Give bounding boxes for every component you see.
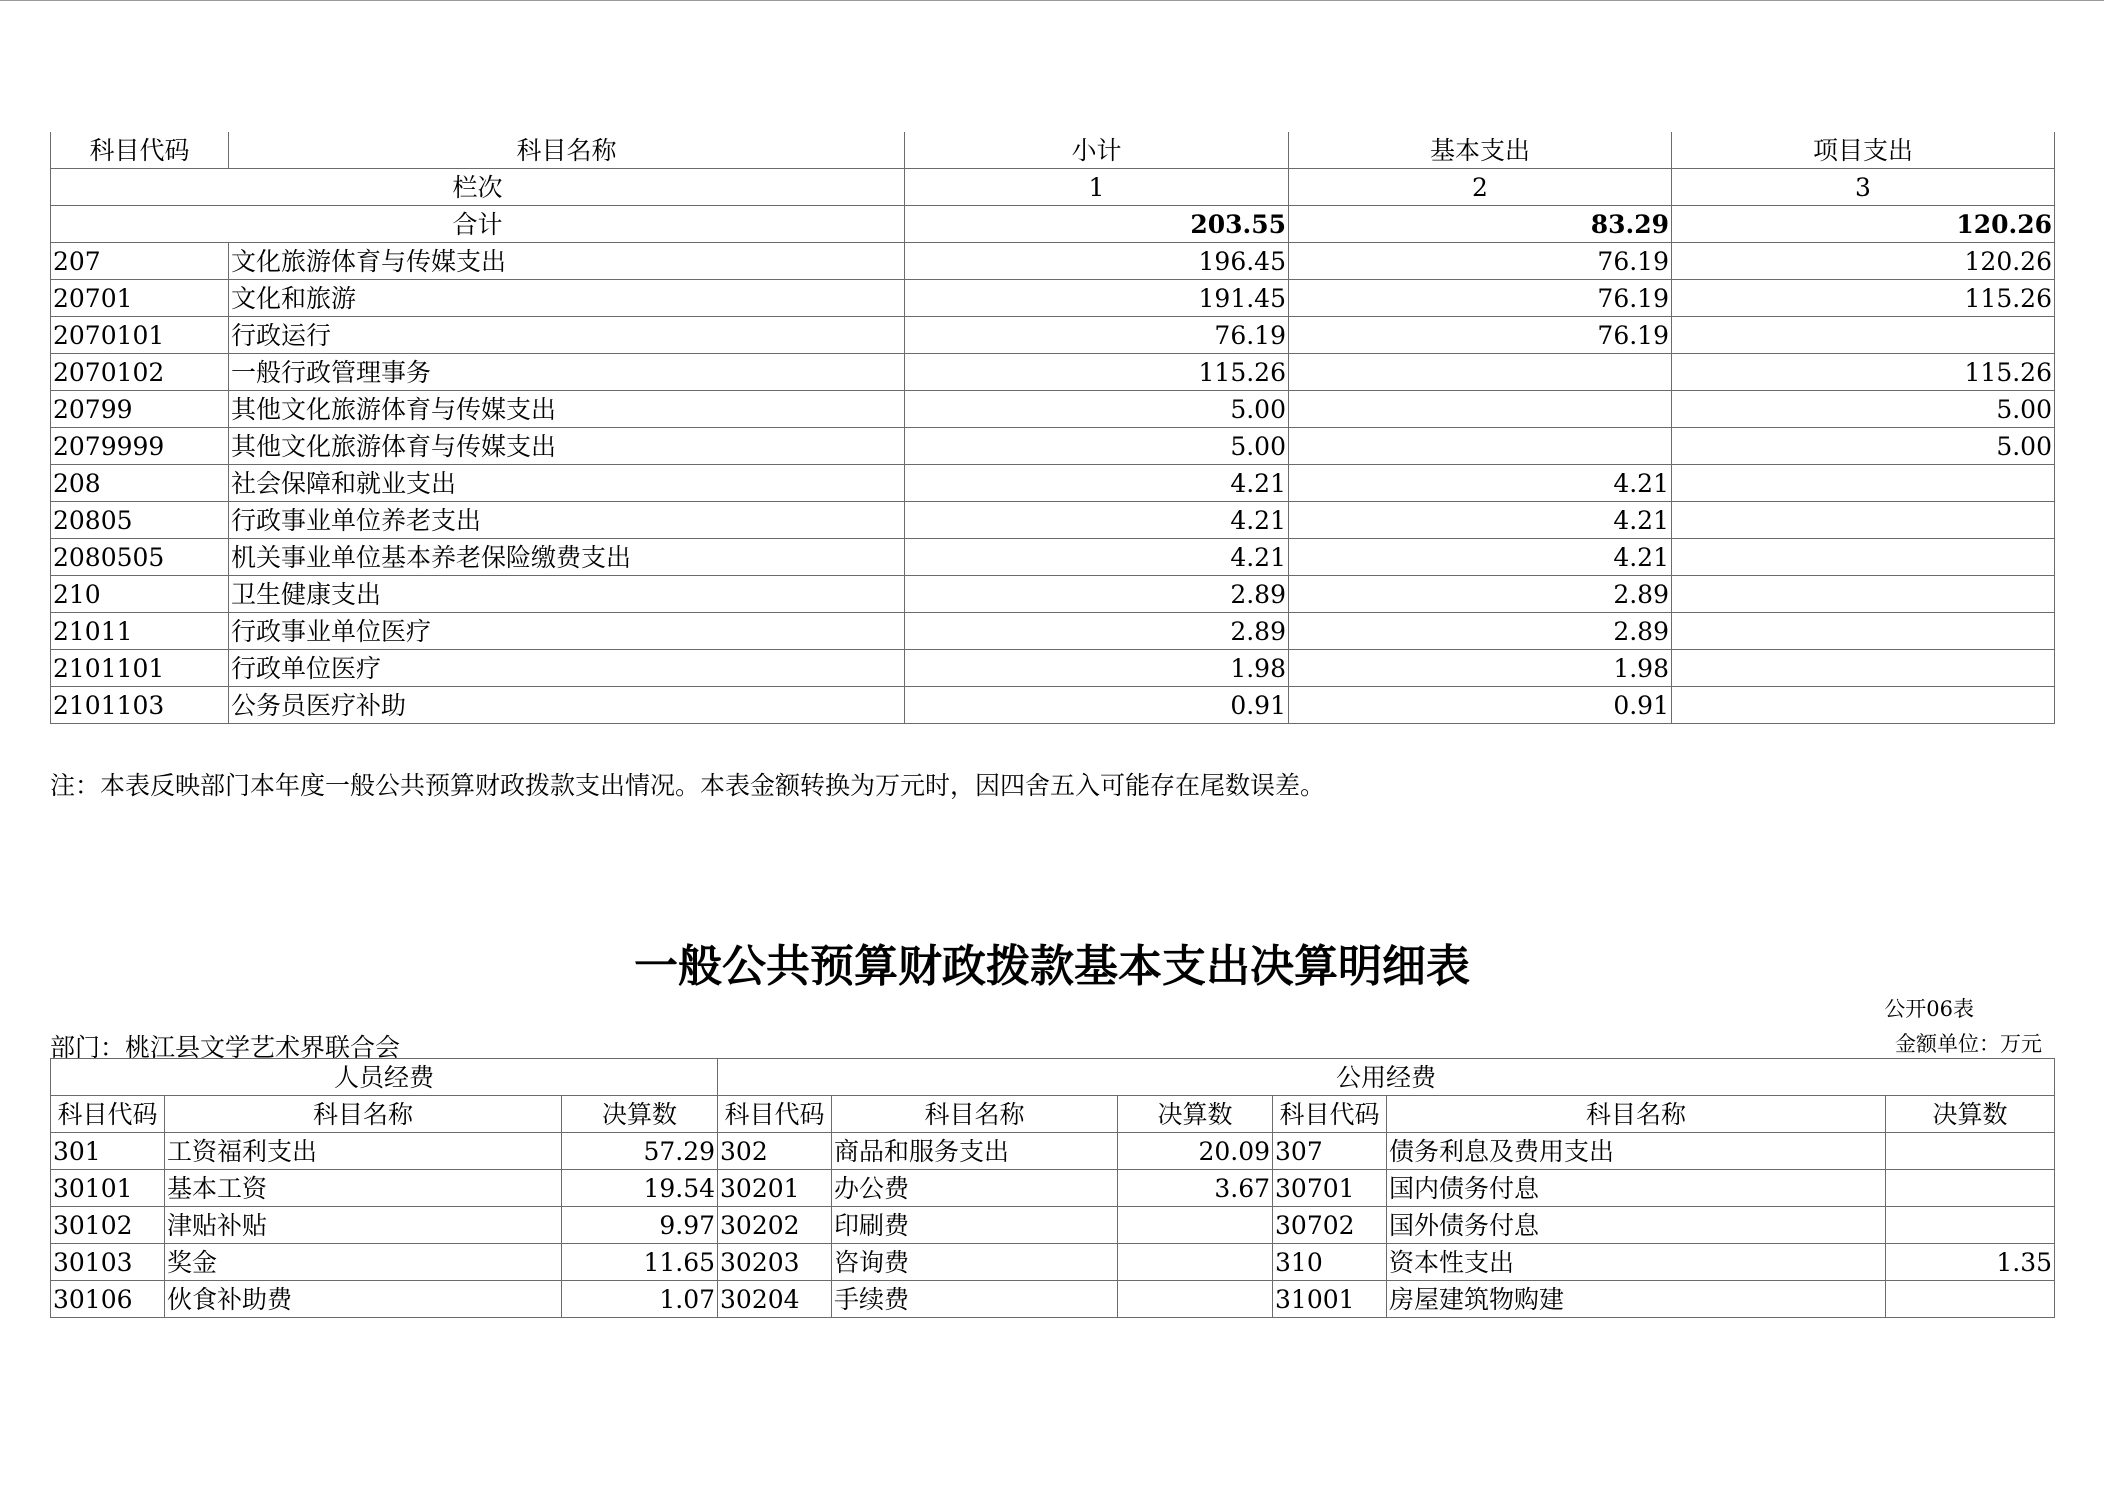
cell-code: 2101103: [51, 687, 229, 724]
cell-name: 津贴补贴: [165, 1207, 562, 1244]
cell-code: 301: [51, 1133, 165, 1170]
cell-project: 5.00: [1672, 428, 2055, 465]
cell-basic: 4.21: [1289, 502, 1672, 539]
column-number-1: 1: [905, 169, 1289, 206]
cell-name: 国内债务付息: [1387, 1170, 1886, 1207]
table-row: [51, 354, 2055, 391]
header-name: 科目名称: [1387, 1096, 1886, 1133]
table-row: [51, 1133, 2055, 1170]
cell-name: 文化和旅游: [229, 280, 905, 317]
table-row: [51, 1170, 2055, 1207]
column-header-row: [51, 1096, 2055, 1133]
table-row: [51, 280, 2055, 317]
cell-amount: 1.35: [1886, 1244, 2055, 1281]
cell-name: 印刷费: [832, 1207, 1118, 1244]
column-number-label: 栏次: [51, 169, 905, 206]
cell-project: [1672, 613, 2055, 650]
table-note: 注：本表反映部门本年度一般公共预算财政拨款支出情况。本表金额转换为万元时，因四舍五入可能存在尾数误差。: [50, 771, 1326, 800]
cell-subtotal: 191.45: [905, 280, 1289, 317]
header-name: 科目名称: [165, 1096, 562, 1133]
table-row: [51, 317, 2055, 354]
cell-code: 20701: [51, 280, 229, 317]
cell-basic: [1289, 354, 1672, 391]
cell-code: 307: [1273, 1133, 1387, 1170]
cell-subtotal: 76.19: [905, 317, 1289, 354]
cell-project: [1672, 539, 2055, 576]
cell-name: 其他文化旅游体育与传媒支出: [229, 391, 905, 428]
cell-code: 31001: [1273, 1281, 1387, 1318]
cell-name: 卫生健康支出: [229, 576, 905, 613]
table-row: [51, 613, 2055, 650]
cell-code: 21011: [51, 613, 229, 650]
total-subtotal: 203.55: [905, 206, 1289, 243]
cell-name: 奖金: [165, 1244, 562, 1281]
header-code: 科目代码: [718, 1096, 832, 1133]
table-header-row: [51, 132, 2055, 169]
cell-subtotal: 196.45: [905, 243, 1289, 280]
cell-code: 2079999: [51, 428, 229, 465]
cell-amount: 57.29: [562, 1133, 718, 1170]
table-row: [51, 243, 2055, 280]
cell-code: 2070102: [51, 354, 229, 391]
column-number-2: 2: [1289, 169, 1672, 206]
total-project: 120.26: [1672, 206, 2055, 243]
cell-code: 30701: [1273, 1170, 1387, 1207]
header-code: 科目代码: [51, 132, 229, 169]
cell-basic: 2.89: [1289, 576, 1672, 613]
cell-name: 其他文化旅游体育与传媒支出: [229, 428, 905, 465]
cell-code: 208: [51, 465, 229, 502]
cell-name: 债务利息及费用支出: [1387, 1133, 1886, 1170]
cell-code: 30103: [51, 1244, 165, 1281]
cell-code: 20799: [51, 391, 229, 428]
cell-amount: 20.09: [1118, 1133, 1273, 1170]
header-subtotal: 小计: [905, 132, 1289, 169]
cell-name: 工资福利支出: [165, 1133, 562, 1170]
cell-code: 310: [1273, 1244, 1387, 1281]
cell-subtotal: 2.89: [905, 576, 1289, 613]
cell-name: 咨询费: [832, 1244, 1118, 1281]
column-number-row: [51, 169, 2055, 206]
cell-code: 20805: [51, 502, 229, 539]
cell-subtotal: 1.98: [905, 650, 1289, 687]
cell-project: 120.26: [1672, 243, 2055, 280]
basic-expenditure-detail-table: [50, 1058, 2055, 1318]
cell-name: 手续费: [832, 1281, 1118, 1318]
cell-amount: [1118, 1207, 1273, 1244]
table-row: [51, 465, 2055, 502]
cell-project: [1672, 317, 2055, 354]
cell-code: 2080505: [51, 539, 229, 576]
cell-code: 30102: [51, 1207, 165, 1244]
cell-basic: [1289, 391, 1672, 428]
cell-amount: [1118, 1281, 1273, 1318]
cell-basic: 1.98: [1289, 650, 1672, 687]
appropriation-expenditure-table: [50, 132, 2055, 724]
header-basic: 基本支出: [1289, 132, 1672, 169]
cell-name: 社会保障和就业支出: [229, 465, 905, 502]
department-label: 部门：桃江县文学艺术界联合会: [50, 1033, 401, 1062]
cell-code: 2070101: [51, 317, 229, 354]
cell-basic: 76.19: [1289, 280, 1672, 317]
cell-name: 行政单位医疗: [229, 650, 905, 687]
cell-basic: 4.21: [1289, 539, 1672, 576]
header-name: 科目名称: [229, 132, 905, 169]
cell-basic: 2.89: [1289, 613, 1672, 650]
cell-amount: [1886, 1281, 2055, 1318]
cell-project: [1672, 502, 2055, 539]
cell-name: 一般行政管理事务: [229, 354, 905, 391]
header-project: 项目支出: [1672, 132, 2055, 169]
cell-basic: [1289, 428, 1672, 465]
cell-amount: [1118, 1244, 1273, 1281]
cell-code: 302: [718, 1133, 832, 1170]
header-amount: 决算数: [562, 1096, 718, 1133]
cell-name: 行政事业单位养老支出: [229, 502, 905, 539]
header-code: 科目代码: [51, 1096, 165, 1133]
cell-amount: [1886, 1133, 2055, 1170]
cell-project: 115.26: [1672, 354, 2055, 391]
table-row: [51, 502, 2055, 539]
table-row: [51, 1244, 2055, 1281]
cell-basic: 76.19: [1289, 317, 1672, 354]
cell-project: 115.26: [1672, 280, 2055, 317]
total-row: [51, 206, 2055, 243]
cell-amount: [1886, 1207, 2055, 1244]
group-header-row: [51, 1059, 2055, 1096]
table-row: [51, 1281, 2055, 1318]
cell-subtotal: 0.91: [905, 687, 1289, 724]
table-row: [51, 391, 2055, 428]
group-personnel: 人员经费: [51, 1059, 718, 1096]
column-number-3: 3: [1672, 169, 2055, 206]
cell-amount: [1886, 1170, 2055, 1207]
cell-name: 商品和服务支出: [832, 1133, 1118, 1170]
table-row: [51, 650, 2055, 687]
cell-basic: 0.91: [1289, 687, 1672, 724]
cell-code: 30702: [1273, 1207, 1387, 1244]
header-code: 科目代码: [1273, 1096, 1387, 1133]
cell-amount: 3.67: [1118, 1170, 1273, 1207]
group-public: 公用经费: [718, 1059, 2055, 1096]
cell-subtotal: 2.89: [905, 613, 1289, 650]
cell-code: 2101101: [51, 650, 229, 687]
cell-name: 机关事业单位基本养老保险缴费支出: [229, 539, 905, 576]
cell-subtotal: 4.21: [905, 465, 1289, 502]
cell-amount: 19.54: [562, 1170, 718, 1207]
table-row: [51, 428, 2055, 465]
cell-amount: 11.65: [562, 1244, 718, 1281]
cell-subtotal: 5.00: [905, 428, 1289, 465]
cell-subtotal: 4.21: [905, 502, 1289, 539]
form-number: 公开06表: [1884, 997, 1974, 1021]
cell-name: 行政运行: [229, 317, 905, 354]
cell-subtotal: 4.21: [905, 539, 1289, 576]
cell-code: 30101: [51, 1170, 165, 1207]
header-amount: 决算数: [1118, 1096, 1273, 1133]
cell-name: 国外债务付息: [1387, 1207, 1886, 1244]
cell-name: 基本工资: [165, 1170, 562, 1207]
cell-name: 行政事业单位医疗: [229, 613, 905, 650]
cell-amount: 9.97: [562, 1207, 718, 1244]
cell-code: 30204: [718, 1281, 832, 1318]
header-amount: 决算数: [1886, 1096, 2055, 1133]
cell-subtotal: 5.00: [905, 391, 1289, 428]
header-name: 科目名称: [832, 1096, 1118, 1133]
cell-code: 30106: [51, 1281, 165, 1318]
cell-subtotal: 115.26: [905, 354, 1289, 391]
page-top-border: [0, 0, 2104, 1]
cell-code: 30202: [718, 1207, 832, 1244]
cell-name: 伙食补助费: [165, 1281, 562, 1318]
cell-project: 5.00: [1672, 391, 2055, 428]
table-row: [51, 687, 2055, 724]
total-basic: 83.29: [1289, 206, 1672, 243]
cell-name: 办公费: [832, 1170, 1118, 1207]
cell-name: 文化旅游体育与传媒支出: [229, 243, 905, 280]
page-title: 一般公共预算财政拨款基本支出决算明细表: [634, 941, 1470, 992]
cell-code: 30201: [718, 1170, 832, 1207]
cell-project: [1672, 650, 2055, 687]
cell-project: [1672, 465, 2055, 502]
cell-name: 资本性支出: [1387, 1244, 1886, 1281]
cell-name: 房屋建筑物购建: [1387, 1281, 1886, 1318]
cell-basic: 76.19: [1289, 243, 1672, 280]
table-row: [51, 1207, 2055, 1244]
cell-project: [1672, 687, 2055, 724]
cell-code: 30203: [718, 1244, 832, 1281]
cell-basic: 4.21: [1289, 465, 1672, 502]
table-row: [51, 539, 2055, 576]
table-row: [51, 576, 2055, 613]
cell-code: 210: [51, 576, 229, 613]
cell-amount: 1.07: [562, 1281, 718, 1318]
cell-project: [1672, 576, 2055, 613]
total-label: 合计: [51, 206, 905, 243]
cell-name: 公务员医疗补助: [229, 687, 905, 724]
amount-unit: 金额单位：万元: [1895, 1032, 2042, 1056]
cell-code: 207: [51, 243, 229, 280]
